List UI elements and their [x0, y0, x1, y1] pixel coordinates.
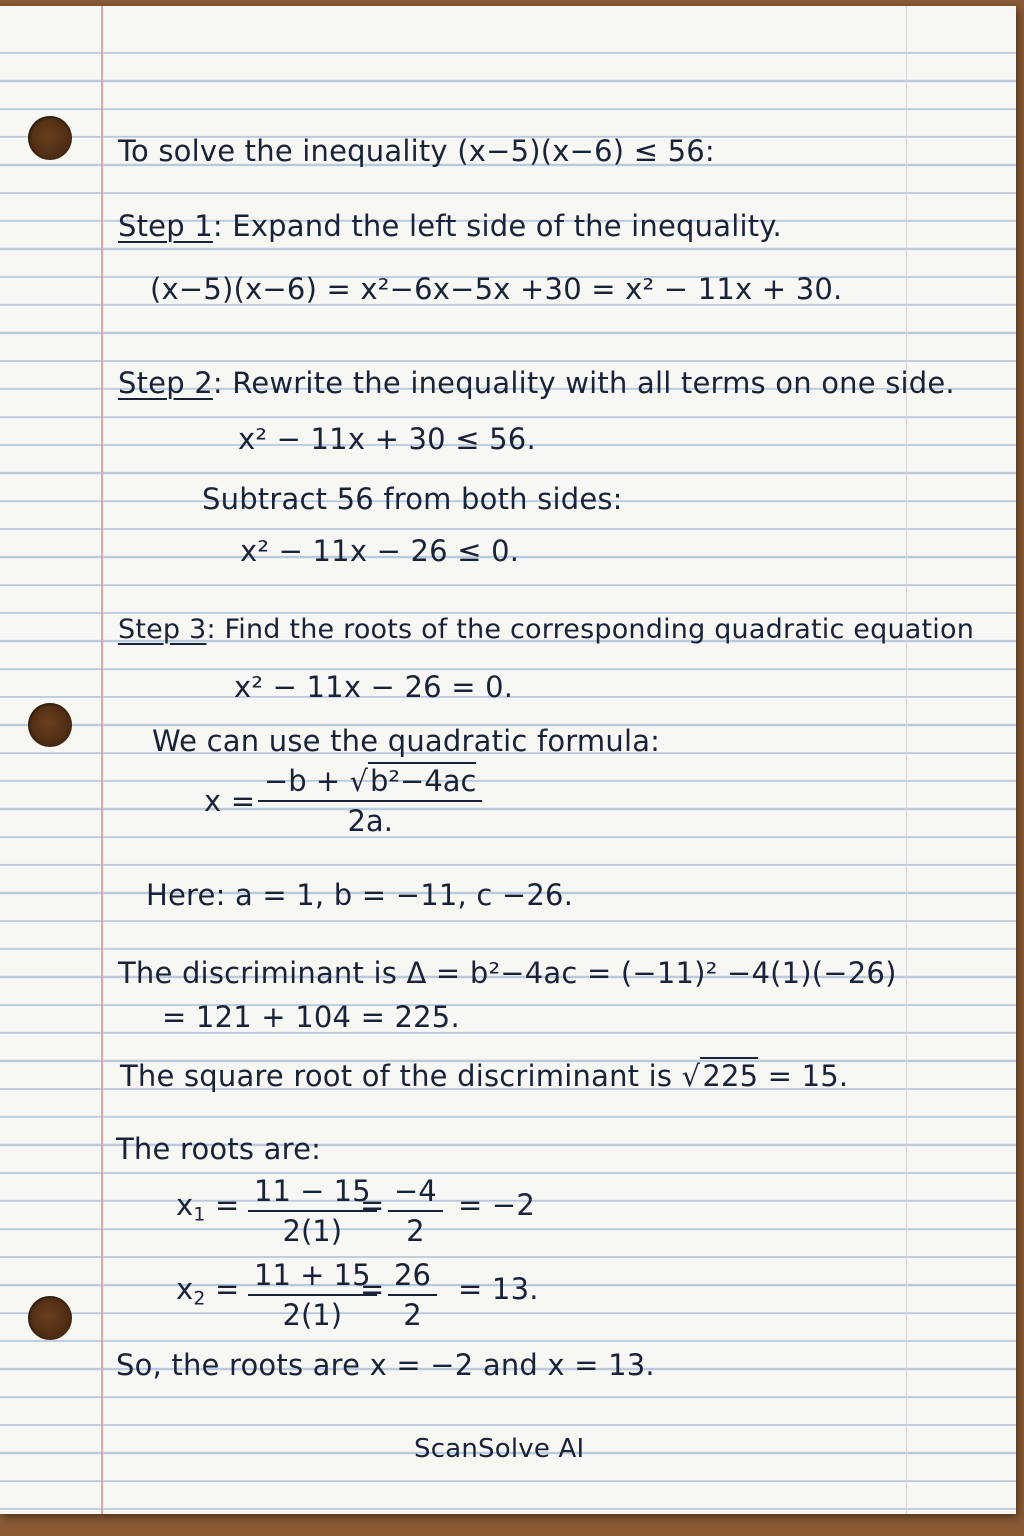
- step2-equation-1: x² − 11x + 30 ≤ 56.: [238, 422, 536, 456]
- quadratic-formula: [258, 764, 482, 838]
- x2-denominator: 2(1): [282, 1298, 343, 1332]
- x1-result: = −2: [458, 1188, 536, 1222]
- x2-fraction-2: [388, 1258, 437, 1332]
- formula-lhs: x =: [204, 784, 256, 818]
- x1-denominator: 2(1): [282, 1214, 343, 1248]
- x1-fraction-2: [388, 1174, 443, 1248]
- margin-line: [101, 6, 103, 1514]
- step2-text: : Rewrite the inequality with all terms on one side.: [212, 366, 955, 400]
- formula-intro: We can use the quadratic formula:: [152, 724, 661, 758]
- step1-heading: [118, 209, 782, 243]
- x1-denominator-2: 2: [406, 1214, 425, 1248]
- notebook-page: [0, 6, 1016, 1514]
- x1-equals: =: [360, 1188, 385, 1222]
- sqrt-radicand: 225: [702, 1059, 759, 1093]
- x2-numerator-2: 26: [388, 1258, 437, 1296]
- step1-text: : Expand the left side of the inequality.: [212, 209, 782, 243]
- sqrt-suffix: = 15.: [758, 1059, 849, 1093]
- step2-label: Step 2: [118, 366, 213, 400]
- punch-hole-top: [28, 116, 72, 160]
- discriminant-line-2: = 121 + 104 = 225.: [162, 1000, 460, 1034]
- step1-equation: (x−5)(x−6) = x²−6x−5x +30 = x² − 11x + 30.: [150, 272, 843, 306]
- intro-text: To solve the inequality (x−5)(x−6) ≤ 56:: [118, 134, 715, 168]
- step2-heading: [118, 366, 955, 400]
- coefficients: Here: a = 1, b = −11, c −26.: [146, 878, 574, 912]
- punch-hole-bottom: [28, 1296, 72, 1340]
- step2-note: Subtract 56 from both sides:: [202, 482, 623, 516]
- step2-equation-2: x² − 11x − 26 ≤ 0.: [240, 534, 520, 568]
- x2-result: = 13.: [458, 1272, 539, 1306]
- x1-numerator-2: −4: [388, 1174, 443, 1212]
- x1-fraction-1: [248, 1174, 377, 1248]
- x1-label: $x_1$ =: [176, 1188, 240, 1226]
- footer-brand: ScanSolve AI: [414, 1434, 585, 1464]
- formula-numerator: −b + √b²−4ac: [258, 764, 482, 802]
- sqrt-prefix: The square root of the discriminant is: [120, 1059, 682, 1093]
- roots-intro: The roots are:: [116, 1132, 322, 1166]
- right-margin-line: [906, 6, 907, 1514]
- step3-text: : Find the roots of the corresponding quadratic equation: [206, 614, 975, 645]
- step3-equation: x² − 11x − 26 = 0.: [234, 670, 514, 704]
- x2-denominator-2: 2: [403, 1298, 422, 1332]
- step3-label: Step 3: [118, 614, 207, 645]
- punch-hole-middle: [28, 703, 72, 747]
- x1-numerator: 11 − 15: [248, 1174, 377, 1212]
- step3-heading: [118, 614, 974, 645]
- sqrt-discriminant: The square root of the discriminant is √225 = 15.: [120, 1059, 849, 1093]
- conclusion: So, the roots are x = −2 and x = 13.: [116, 1348, 655, 1382]
- formula-num-prefix: −b +: [264, 764, 350, 798]
- x2-numerator: 11 + 15: [248, 1258, 377, 1296]
- x2-equals: =: [360, 1272, 385, 1306]
- discriminant-line-1: The discriminant is Δ = b²−4ac = (−11)² −4(1)(−26): [118, 956, 897, 990]
- step1-label: Step 1: [118, 209, 213, 243]
- formula-radicand: b²−4ac: [369, 764, 477, 798]
- formula-denominator: 2a.: [347, 804, 393, 838]
- x2-label: $x_2$ =: [176, 1272, 240, 1310]
- x2-fraction-1: [248, 1258, 377, 1332]
